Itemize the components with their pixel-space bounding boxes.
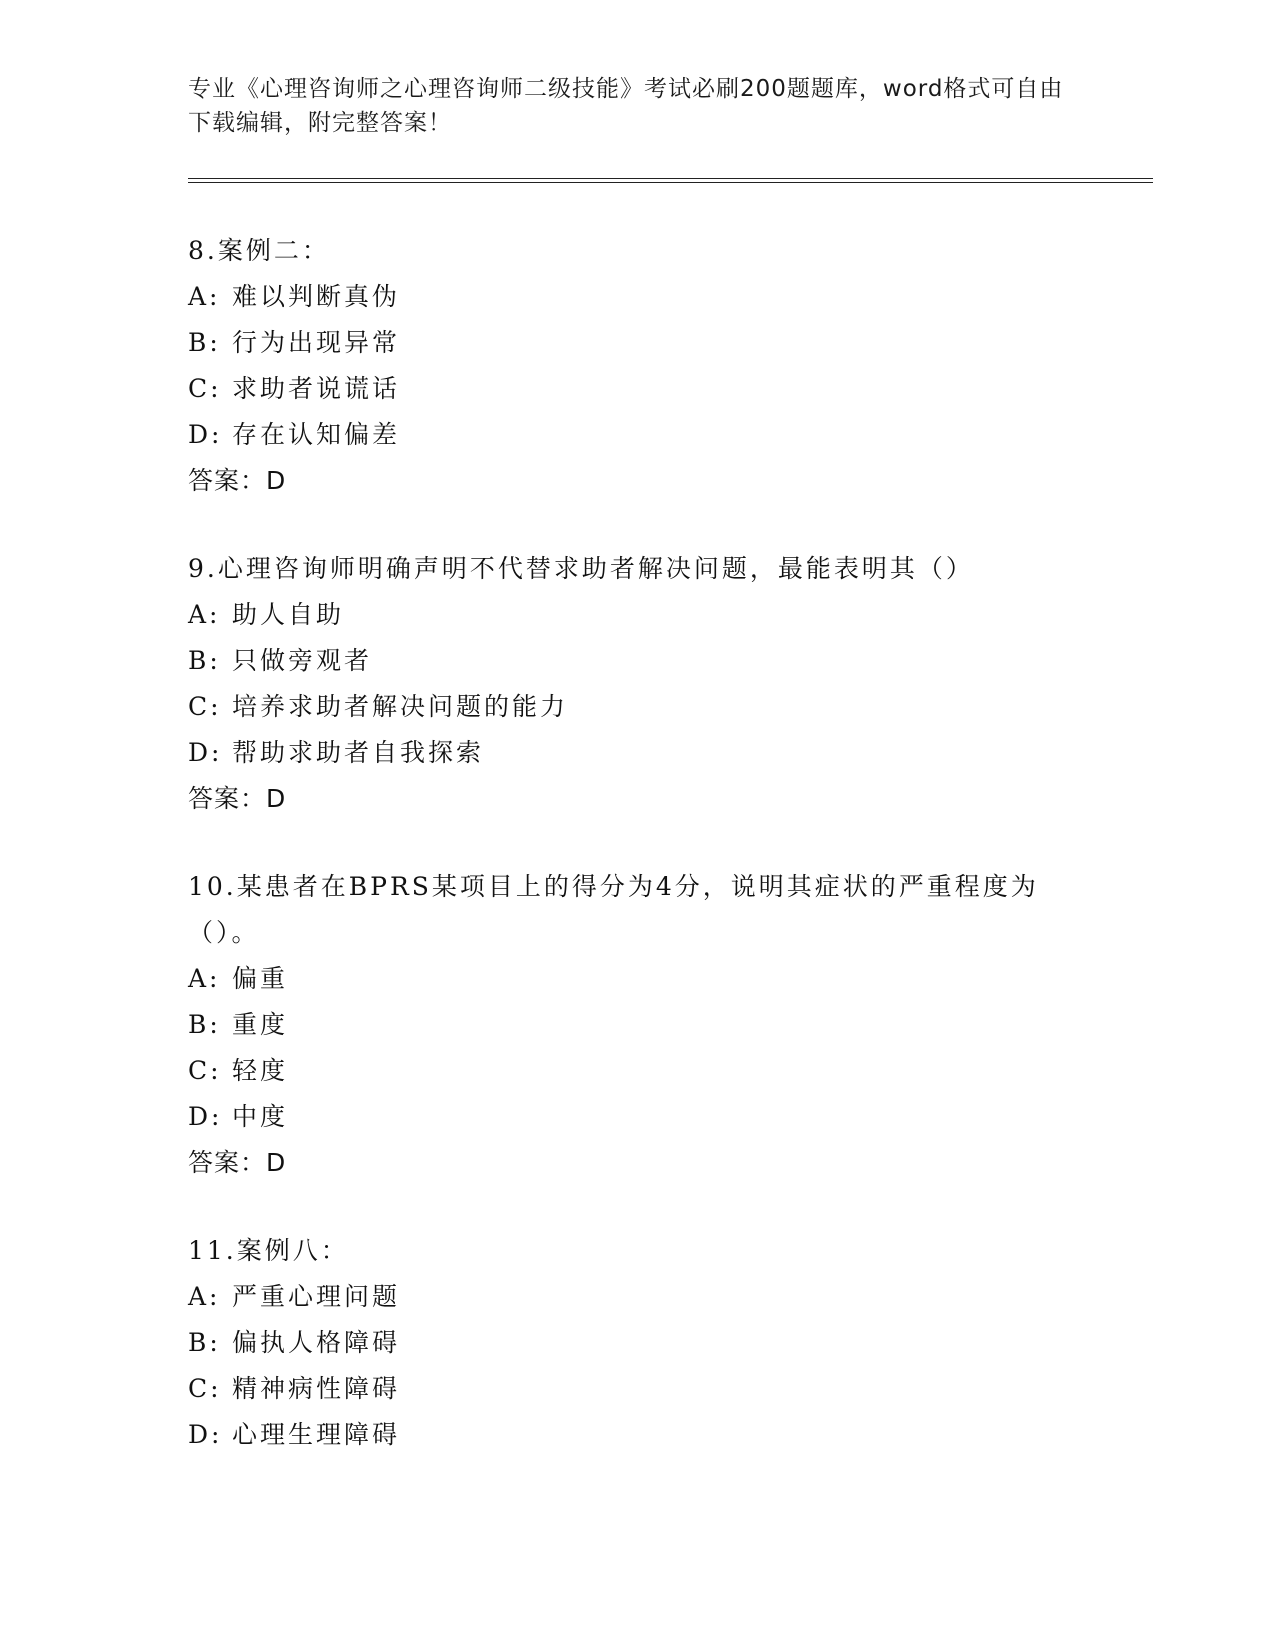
- option-d: [188, 1412, 1068, 1458]
- option-letter: B:: [188, 1010, 221, 1039]
- option-text: 行为出现异常: [232, 328, 401, 357]
- option-text: 求助者说谎话: [232, 374, 401, 403]
- option-letter: B:: [188, 1328, 221, 1357]
- option-letter: D:: [188, 1420, 223, 1449]
- answer-line: [188, 458, 1068, 504]
- option-text: 重度: [232, 1010, 289, 1039]
- answer-value: D: [266, 466, 287, 495]
- answer-label: 答案：: [188, 784, 267, 813]
- question-8: [188, 228, 1068, 504]
- option-text: 助人自助: [232, 600, 345, 629]
- option-b: [188, 1002, 1068, 1048]
- option-b: [188, 1320, 1068, 1366]
- answer-label: 答案：: [188, 466, 267, 495]
- option-text: 存在认知偏差: [232, 420, 401, 449]
- option-letter: D:: [188, 1102, 223, 1131]
- option-letter: C:: [188, 1056, 222, 1085]
- option-text: 中度: [232, 1102, 289, 1131]
- answer-value: D: [266, 1148, 287, 1177]
- question-title: 11.案例八：: [188, 1236, 349, 1265]
- document-header: 专业《心理咨询师之心理咨询师二级技能》考试必刷200题题库，word格式可自由下载编辑，附完整答案！: [188, 76, 1064, 136]
- option-letter: C:: [188, 1374, 222, 1403]
- option-a: [188, 956, 1068, 1002]
- option-b: [188, 638, 1068, 684]
- option-text: 偏重: [232, 964, 289, 993]
- answer-label: 答案：: [188, 1148, 267, 1177]
- option-c: [188, 1366, 1068, 1412]
- option-d: [188, 412, 1068, 458]
- option-letter: C:: [188, 374, 222, 403]
- option-a: [188, 1274, 1068, 1320]
- option-b: [188, 320, 1068, 366]
- option-letter: A:: [188, 964, 221, 993]
- option-a: [188, 592, 1068, 638]
- option-c: [188, 1048, 1068, 1094]
- option-d: [188, 1094, 1068, 1140]
- option-c: [188, 684, 1068, 730]
- option-text: 心理生理障碍: [232, 1420, 401, 1449]
- question-title: 10.某患者在BPRS某项目上的得分为4分，说明其症状的严重程度为（）。: [188, 872, 1039, 947]
- option-letter: D:: [188, 738, 223, 767]
- option-a: [188, 274, 1068, 320]
- option-letter: A:: [188, 282, 221, 311]
- question-10: [188, 864, 1068, 1186]
- option-text: 难以判断真伪: [232, 282, 401, 311]
- option-letter: A:: [188, 600, 221, 629]
- option-letter: D:: [188, 420, 223, 449]
- option-d: [188, 730, 1068, 776]
- option-text: 轻度: [232, 1056, 289, 1085]
- option-letter: C:: [188, 692, 222, 721]
- answer-line: [188, 776, 1068, 822]
- option-c: [188, 366, 1068, 412]
- option-text: 严重心理问题: [232, 1282, 401, 1311]
- answer-line: [188, 1140, 1068, 1186]
- answer-value: D: [266, 784, 287, 813]
- option-text: 偏执人格障碍: [232, 1328, 401, 1357]
- option-text: 精神病性障碍: [232, 1374, 401, 1403]
- question-title: 9.心理咨询师明确声明不代替求助者解决问题，最能表明其（）: [188, 554, 974, 583]
- option-letter: A:: [188, 1282, 221, 1311]
- header-double-rule: [188, 178, 1153, 183]
- option-letter: B:: [188, 328, 221, 357]
- question-title: 8.案例二：: [188, 236, 330, 265]
- question-11: [188, 1228, 1068, 1458]
- option-letter: B:: [188, 646, 221, 675]
- option-text: 培养求助者解决问题的能力: [232, 692, 569, 721]
- option-text: 帮助求助者自我探索: [232, 738, 485, 767]
- question-9: [188, 546, 1068, 822]
- option-text: 只做旁观者: [232, 646, 373, 675]
